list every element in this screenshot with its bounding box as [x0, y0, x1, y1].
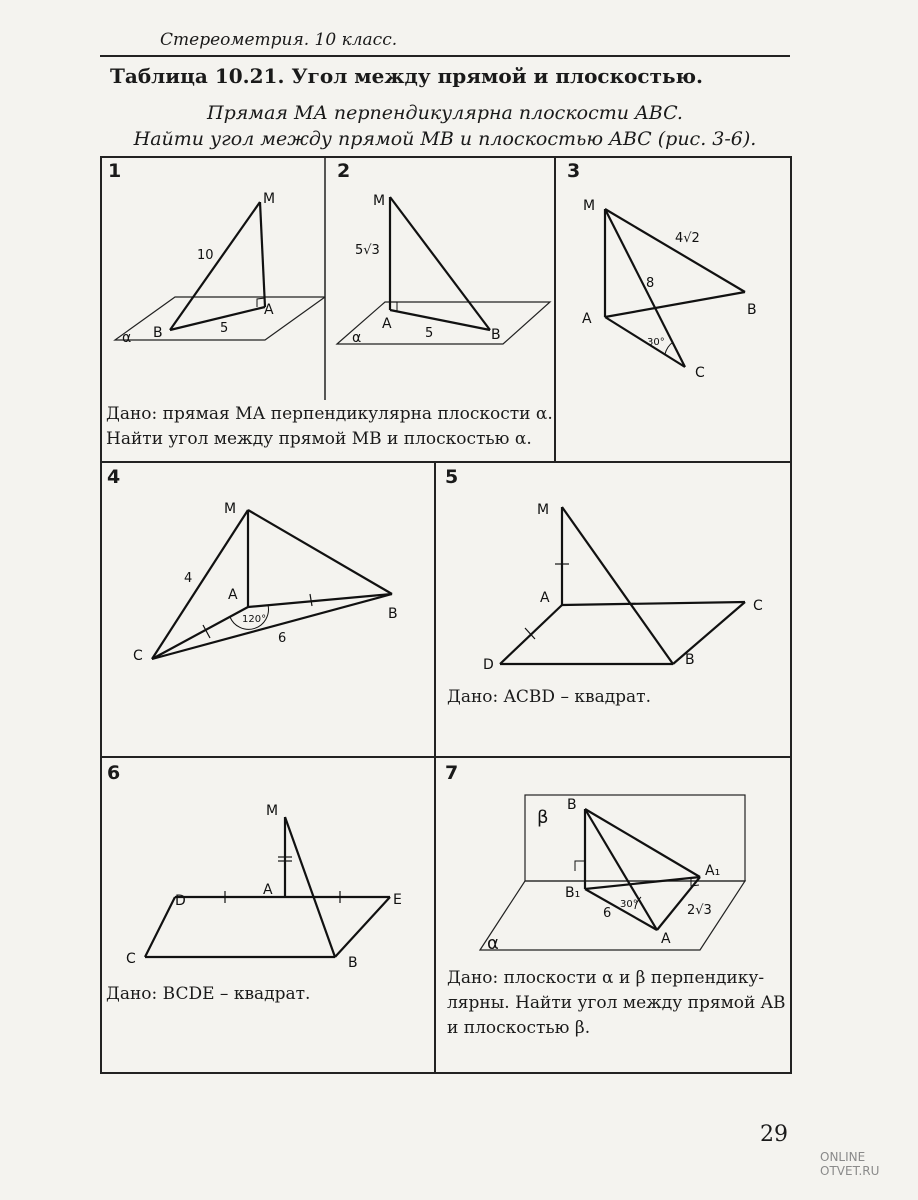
figure-4-number: 4: [107, 466, 121, 488]
label-alpha: α: [122, 330, 132, 346]
given-fig-1-2-line1: Дано: прямая МА перпендикулярна плоскости α.: [106, 404, 553, 424]
label-B: B: [388, 606, 398, 622]
label-alpha: α: [352, 330, 362, 346]
label-A: A: [228, 587, 238, 603]
label-D: D: [175, 893, 186, 909]
label-C: C: [133, 648, 143, 664]
figure-3-number: 3: [567, 160, 581, 182]
given-fig-7-line3: и плоскостью β.: [447, 1018, 591, 1038]
figure-4-diagram: [100, 462, 435, 757]
table-title: Таблица 10.21. Угол между прямой и плоскостью.: [110, 64, 704, 88]
label-D: D: [483, 657, 494, 673]
given-fig-7-line2: лярны. Найти угол между прямой AB: [447, 993, 786, 1013]
label-B: B: [567, 797, 577, 813]
figure-2-diagram: [325, 157, 555, 397]
label-angle: 30°: [647, 337, 665, 348]
figure-3-diagram: [555, 157, 792, 462]
given-fig-7-line1: Дано: плоскости α и β перпендику-: [447, 968, 765, 988]
label-mc-length: 8: [646, 276, 655, 291]
label-A: A: [582, 311, 592, 327]
watermark-line-1: ONLINE: [820, 1150, 866, 1164]
label-alpha: α: [487, 933, 499, 954]
label-M: M: [263, 191, 276, 207]
label-B: B: [685, 652, 695, 668]
label-M: M: [537, 502, 550, 518]
watermark-line-2: OTVET.RU: [820, 1164, 880, 1178]
label-M: M: [224, 501, 237, 517]
label-B: B: [348, 955, 358, 971]
label-ab-length: 5: [220, 321, 229, 336]
label-mb-length: 4√2: [675, 231, 700, 246]
label-E: E: [393, 892, 402, 908]
given-fig-6: Дано: BCDE – квадрат.: [106, 984, 311, 1004]
label-A: A: [661, 931, 671, 947]
label-C: C: [753, 598, 763, 614]
label-B: B: [153, 325, 163, 341]
label-B1: B₁: [565, 885, 581, 901]
label-C: C: [695, 365, 705, 381]
label-cb-length: 6: [278, 631, 287, 646]
figure-5-diagram: [435, 462, 792, 757]
given-fig-1-2-line2: Найти угол между прямой МВ и плоскостью α.: [106, 429, 532, 449]
label-angle: 30°: [620, 899, 638, 910]
label-beta: β: [537, 807, 549, 828]
label-A: A: [263, 882, 273, 898]
label-M: M: [266, 803, 279, 819]
label-C: C: [126, 951, 136, 967]
figure-6-number: 6: [107, 762, 121, 784]
label-ma-length: 5√3: [355, 243, 380, 258]
figure-2-number: 2: [337, 160, 351, 182]
label-ma-length: 4: [184, 571, 193, 586]
label-angle: 120°: [242, 614, 267, 625]
label-A: A: [540, 590, 550, 606]
label-A: A: [264, 302, 274, 318]
figure-5-number: 5: [445, 466, 459, 488]
label-B: B: [491, 327, 501, 343]
given-fig-5: Дано: ACBD – квадрат.: [447, 687, 651, 707]
page-number: 29: [760, 1122, 788, 1147]
label-M: M: [373, 193, 386, 209]
figure-7-number: 7: [445, 762, 459, 784]
subtitle-line-1: Прямая МА перпендикулярна плоскости ABC.: [207, 102, 683, 124]
plane-alpha: [337, 302, 550, 344]
label-B: B: [747, 302, 757, 318]
running-title: Стереометрия. 10 класс.: [160, 30, 398, 50]
label-ab-length: 5: [425, 326, 434, 341]
figure-6-diagram: [100, 757, 435, 1073]
watermark: [820, 1150, 879, 1178]
label-A1: A₁: [705, 863, 721, 879]
subtitle-line-2: Найти угол между прямой MB и плоскостью ABC (рис. 3-6).: [133, 128, 757, 150]
figure-1-diagram: [100, 157, 325, 397]
label-a1a-length: 2√3: [687, 903, 712, 918]
figure-1-number: 1: [108, 160, 122, 182]
label-M: M: [583, 198, 596, 214]
label-A: A: [382, 316, 392, 332]
label-b1a-length: 6: [603, 906, 612, 921]
label-mb-length: 10: [197, 248, 214, 263]
